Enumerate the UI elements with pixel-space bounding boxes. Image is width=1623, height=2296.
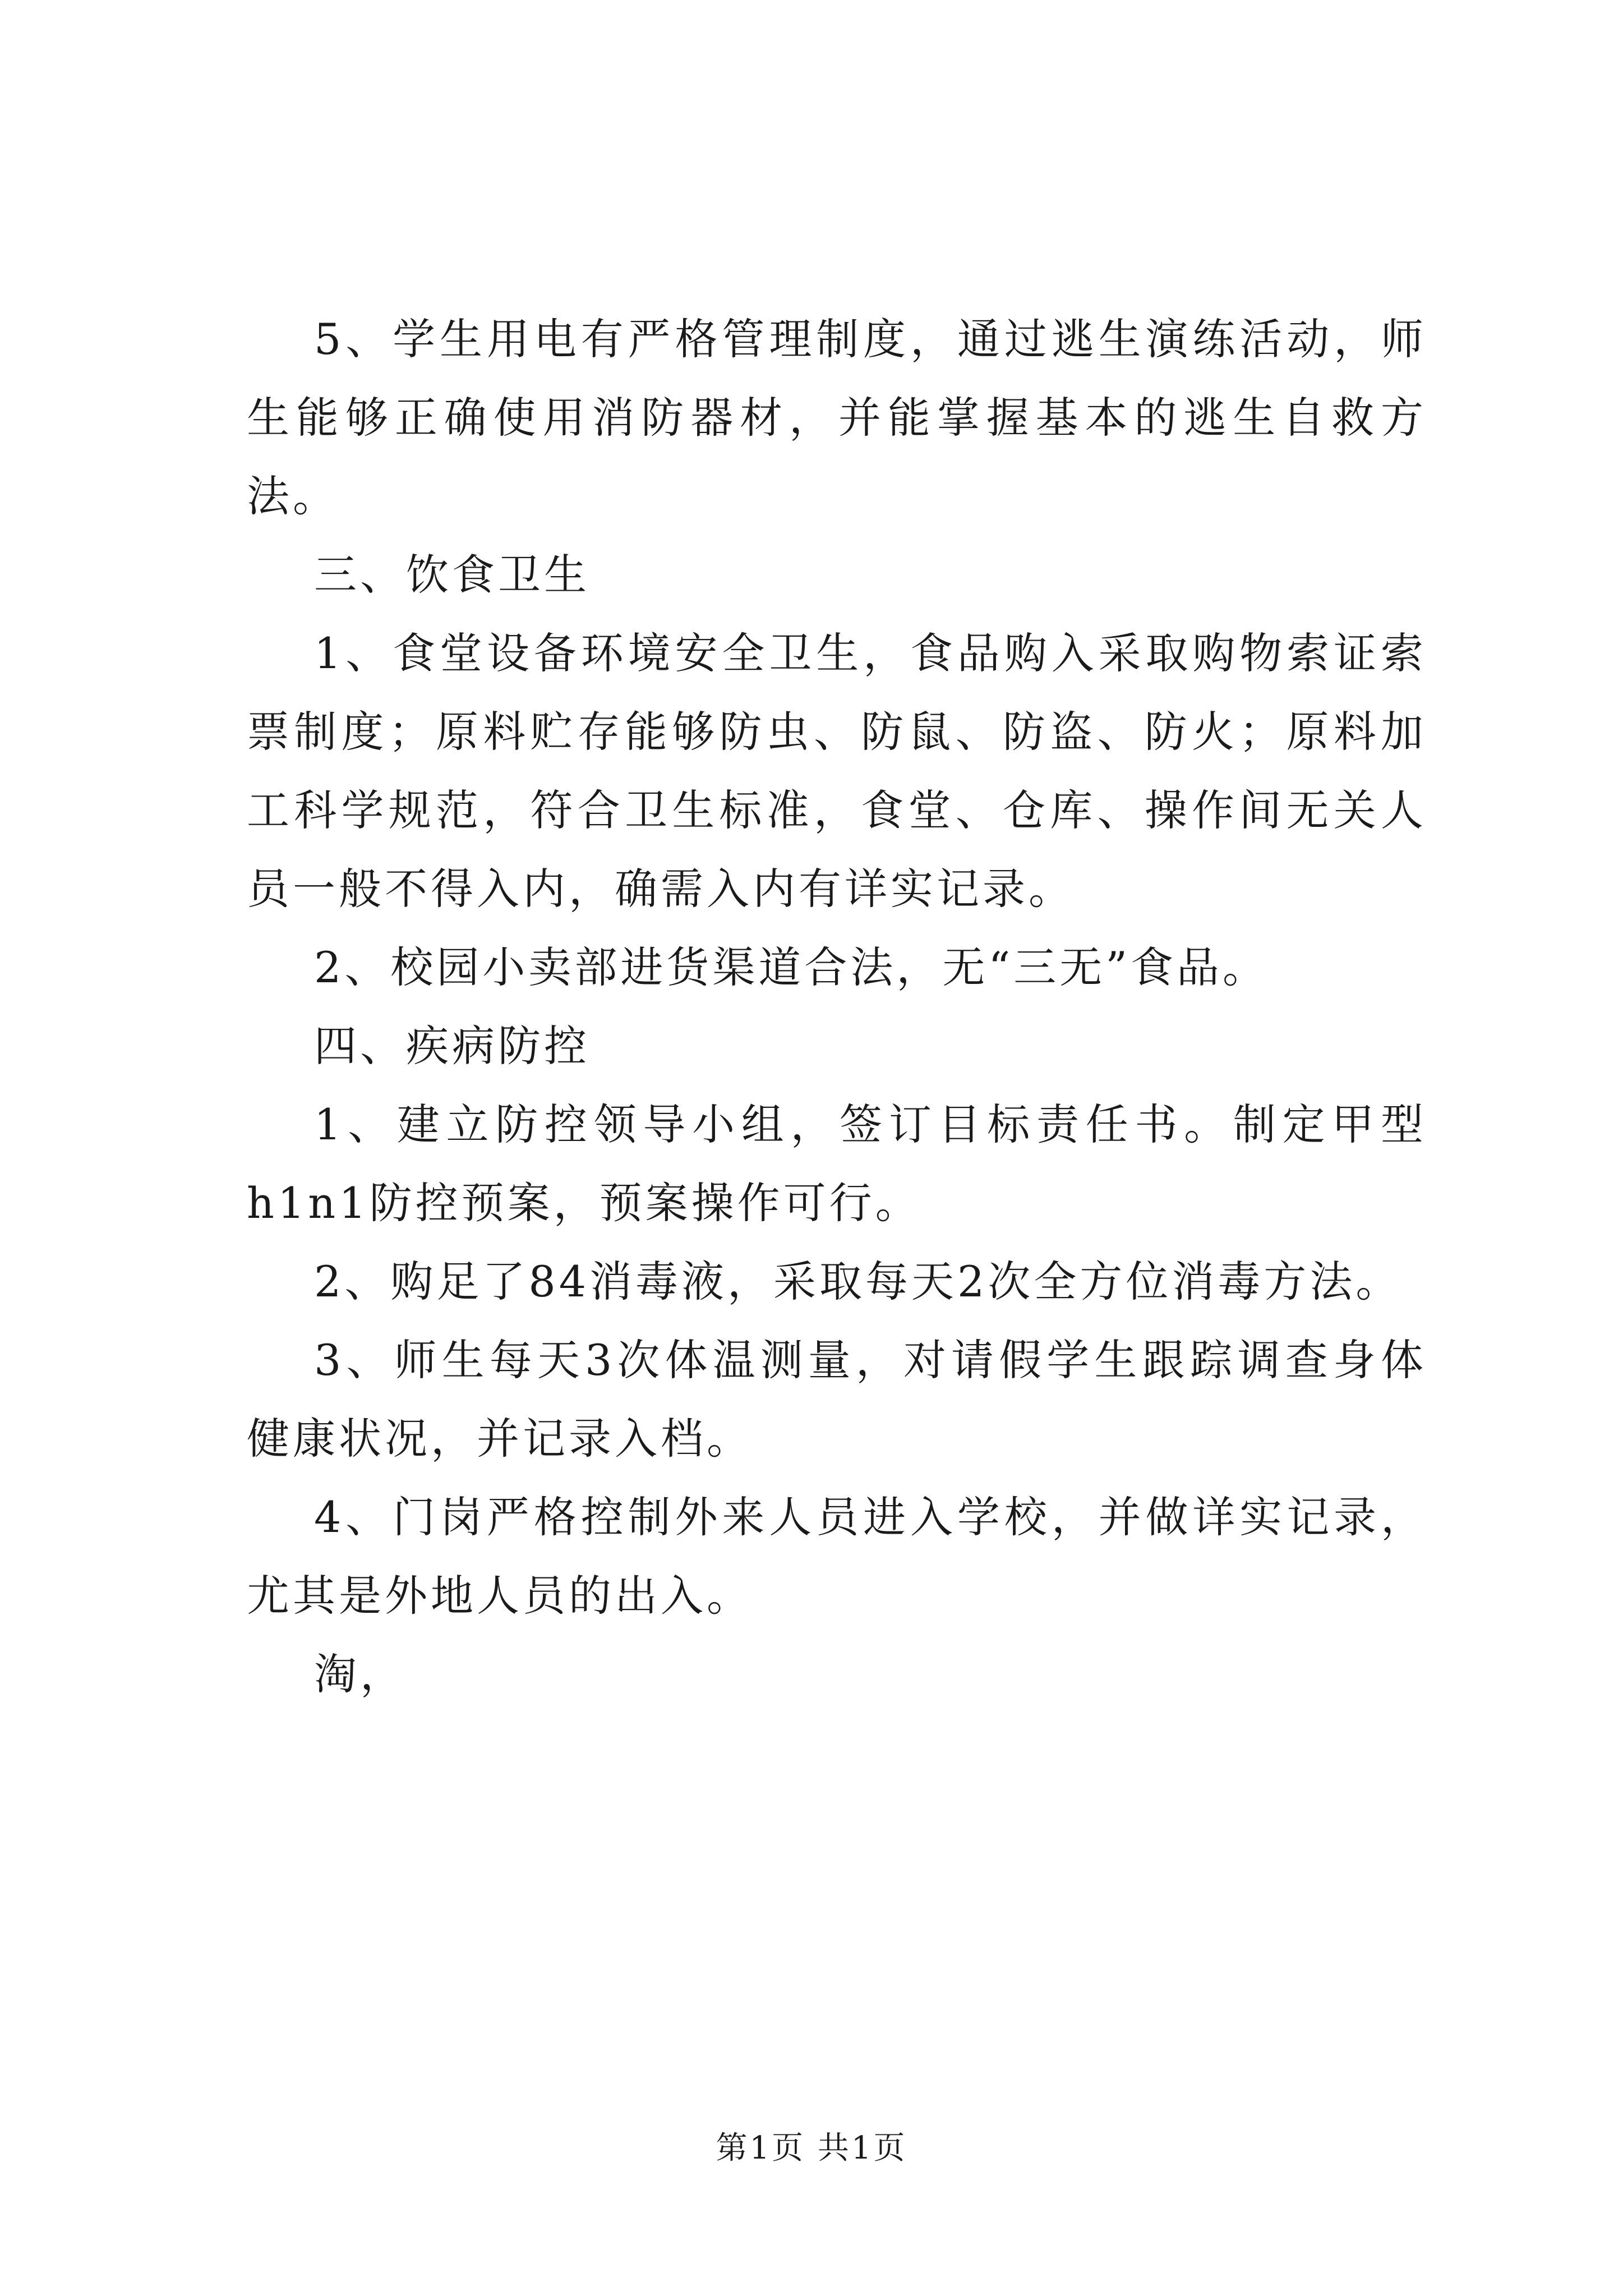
page-footer — [0, 2123, 1623, 2168]
page-number-label: 第1页 共1页 — [716, 2130, 907, 2166]
paragraph-electricity-safety: 5、学生用电有严格管理制度，通过逃生演练活动，师生能够正确使用消防器材，并能掌握基本的逃生自救方法。 — [247, 314, 1427, 521]
section-heading-disease-control: 四、疾病防控 — [314, 1021, 590, 1071]
paragraph-disinfection: 2、购足了84消毒液，采取每天2次全方位消毒方法。 — [314, 1257, 1402, 1306]
paragraph-trailing-fragment: 淘， — [314, 1649, 406, 1699]
paragraph-control-group: 1、建立防控领导小组，签订目标责任书。制定甲型h1n1防控预案，预案操作可行。 — [247, 1099, 1427, 1228]
paragraph-canteen-hygiene: 1、食堂设备环境安全卫生，食品购入采取购物索证索票制度；原料贮存能够防虫、防鼠、防盗、防火；原料加工科学规范，符合卫生标准，食堂、仓库、操作间无关人员一般不得入内，确需入内有详实记录。 — [247, 628, 1427, 914]
paragraph-temperature-check: 3、师生每天3次体温测量，对请假学生跟踪调查身体健康状况，并记录入档。 — [247, 1335, 1427, 1464]
section-heading-food-hygiene: 三、饮食卫生 — [314, 550, 590, 600]
document-body — [247, 300, 1427, 1714]
paragraph-gate-control: 4、门岗严格控制外来人员进入学校，并做详实记录，尤其是外地人员的出入。 — [247, 1492, 1427, 1621]
paragraph-school-shop: 2、校园小卖部进货渠道合法，无“三无”食品。 — [314, 942, 1269, 992]
